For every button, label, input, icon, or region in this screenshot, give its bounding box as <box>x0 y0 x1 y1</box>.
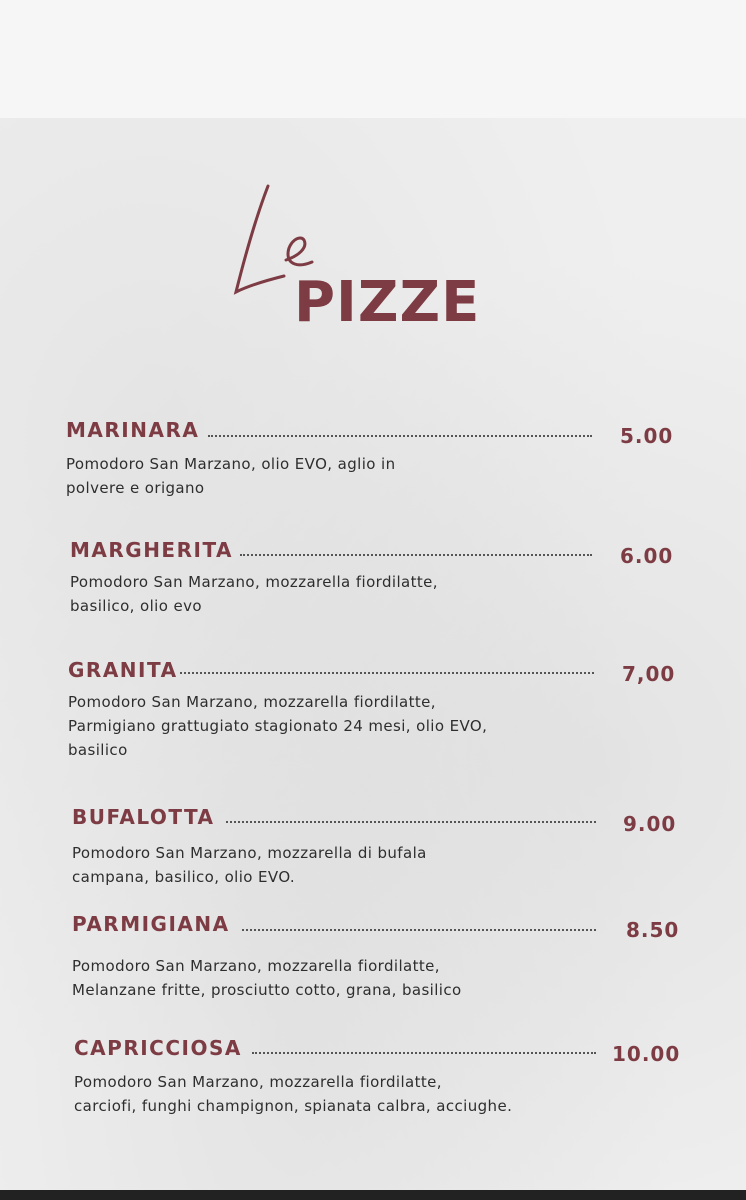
menu-item-parmigiana <box>72 912 682 1002</box>
description-line: campana, basilico, olio EVO. <box>72 868 296 886</box>
item-name: MARINARA <box>66 418 200 442</box>
leader-dots <box>240 554 592 556</box>
menu-item-granita <box>68 658 678 768</box>
description-line: carciofi, funghi champignon, spianata calbra, acciughe. <box>74 1097 513 1115</box>
description-line: Pomodoro San Marzano, mozzarella fiordilatte, <box>70 573 438 591</box>
description-line: Pomodoro San Marzano, mozzarella fiordilatte, <box>68 693 436 711</box>
item-name: MARGHERITA <box>70 538 234 562</box>
item-price: 6.00 <box>620 544 674 568</box>
item-name: PARMIGIANA <box>72 912 230 936</box>
description-line: Pomodoro San Marzano, mozzarella fiordilatte, <box>74 1073 442 1091</box>
item-description <box>70 570 438 618</box>
description-line: Pomodoro San Marzano, olio EVO, aglio in <box>66 455 396 473</box>
menu-item-bufalotta <box>72 805 682 895</box>
item-price: 9.00 <box>623 812 677 836</box>
menu-item-capricciosa <box>74 1036 684 1126</box>
description-line: Pomodoro San Marzano, mozzarella di bufala <box>72 844 427 862</box>
leader-dots <box>226 821 596 823</box>
item-description <box>68 690 487 762</box>
description-line: Pomodoro San Marzano, mozzarella fiordilatte, <box>72 957 440 975</box>
bottom-edge-line <box>0 1190 746 1200</box>
leader-dots <box>208 435 592 437</box>
item-price: 10.00 <box>612 1042 681 1066</box>
item-price: 7,00 <box>622 662 676 686</box>
item-price: 8.50 <box>626 918 680 942</box>
item-description <box>72 841 427 889</box>
item-description <box>72 954 462 1002</box>
description-line: Parmigiano grattugiato stagionato 24 mesi, olio EVO, <box>68 717 488 735</box>
description-line: basilico, olio evo <box>70 597 202 615</box>
item-price: 5.00 <box>620 424 674 448</box>
menu-item-margherita <box>70 538 680 628</box>
description-line: Melanzane fritte, prosciutto cotto, grana, basilico <box>72 981 462 999</box>
menu-item-marinara <box>66 418 676 508</box>
leader-dots <box>242 929 596 931</box>
page-title: PIZZE <box>294 270 481 335</box>
item-name: CAPRICCIOSA <box>74 1036 242 1060</box>
item-name: GRANITA <box>68 658 178 682</box>
top-blank-band <box>0 0 746 118</box>
leader-dots <box>180 672 594 674</box>
item-description <box>66 452 395 500</box>
item-name: BUFALOTTA <box>72 805 215 829</box>
description-line: basilico <box>68 741 128 759</box>
item-description <box>74 1070 512 1118</box>
leader-dots <box>252 1052 596 1054</box>
description-line: polvere e origano <box>66 479 205 497</box>
